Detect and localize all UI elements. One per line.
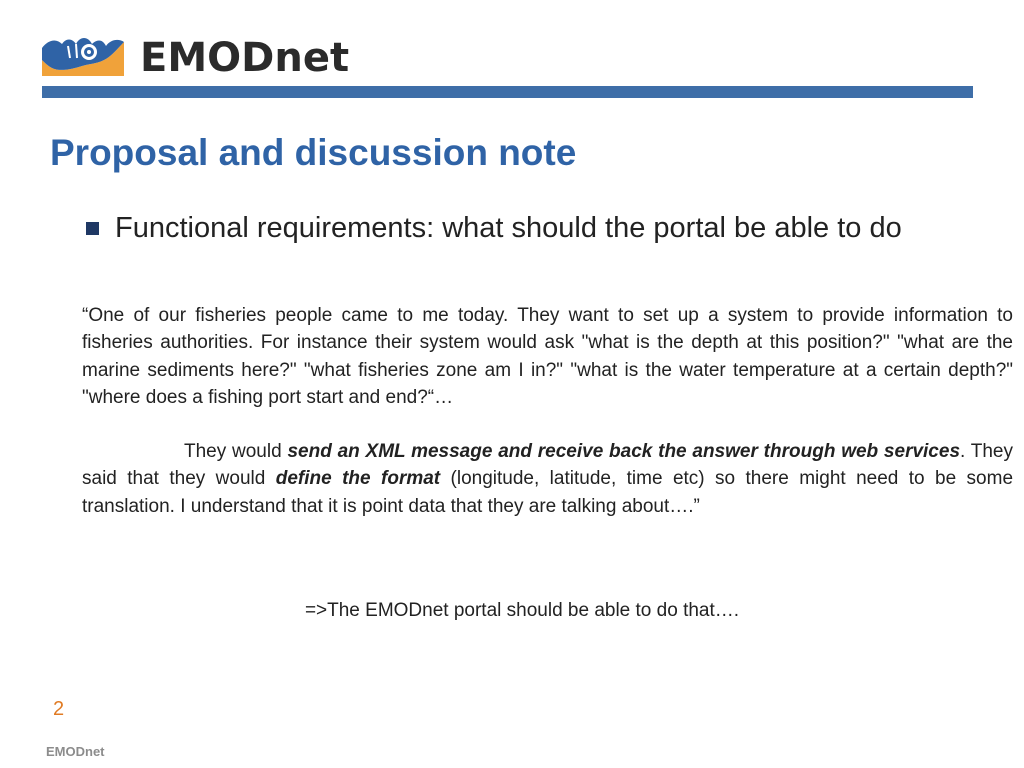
emodnet-wave-logo-icon (42, 34, 124, 76)
header-divider (42, 86, 973, 98)
bullet-text: Functional requirements: what should the portal be able to do (115, 212, 902, 244)
quote-p2-emphasis-xml: send an XML message and receive back the answer through web services (287, 441, 961, 463)
quote-paragraph-1: “One of our fisheries people came to me today. They want to set up a system to provide information to fisheries authorities. For instance their system would ask "what is the depth at this position?" "what are the marine sediments here?" "what fisheries zone am I in?" "what is the water temperature at a certain depth?" "where does a fishing port start and end?“… (82, 305, 1013, 408)
brand-wordmark: EMODnet (140, 35, 350, 81)
quote-p2-emphasis-format: define the format (275, 468, 441, 490)
square-bullet-icon (86, 222, 99, 235)
page-number: 2 (53, 698, 65, 720)
quote-paragraph-2 (82, 438, 1013, 520)
emodnet-logo (42, 28, 362, 84)
page-title: Proposal and discussion note (50, 132, 577, 173)
quote-p2-intro: They would (184, 441, 288, 463)
footer-brand: EMODnet (46, 744, 105, 759)
quote-p2-ending: (longitude, latitude, time etc) so there might need to be some translation. I understand that it is point data that they are talking about….” (82, 468, 1014, 517)
quote-p2-middle: . They said that they would (82, 441, 1013, 490)
bullet-item (86, 210, 902, 246)
conclusion-text: =>The EMODnet portal should be able to do that…. (304, 600, 740, 621)
quote-block (82, 302, 1013, 520)
